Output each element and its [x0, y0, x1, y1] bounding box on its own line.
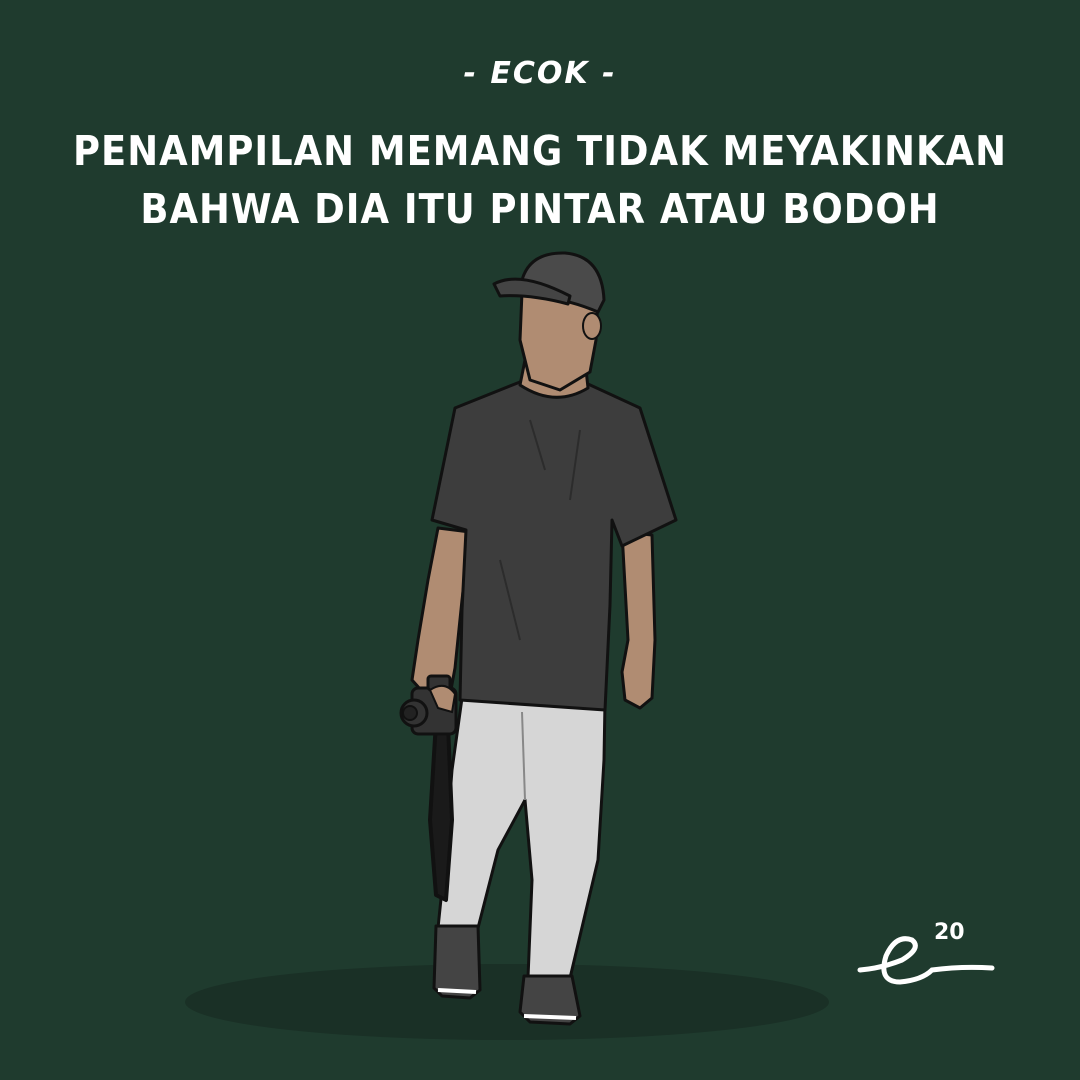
artist-signature: [852, 920, 1002, 1000]
brand-logo: - ECOK -: [463, 56, 617, 91]
ear: [583, 313, 601, 339]
camera-strap: [430, 722, 452, 900]
ground-shadow: [185, 964, 829, 1040]
right-arm: [622, 532, 655, 708]
signature-stroke: [860, 939, 992, 982]
signature-number: 20: [934, 920, 965, 945]
left-shoe: [434, 926, 480, 998]
quote-line-1: PENAMPILAN MEMANG TIDAK MEYAKINKAN: [73, 127, 1007, 175]
quote-line-2: BAHWA DIA ITU PINTAR ATAU BODOH: [140, 185, 940, 233]
